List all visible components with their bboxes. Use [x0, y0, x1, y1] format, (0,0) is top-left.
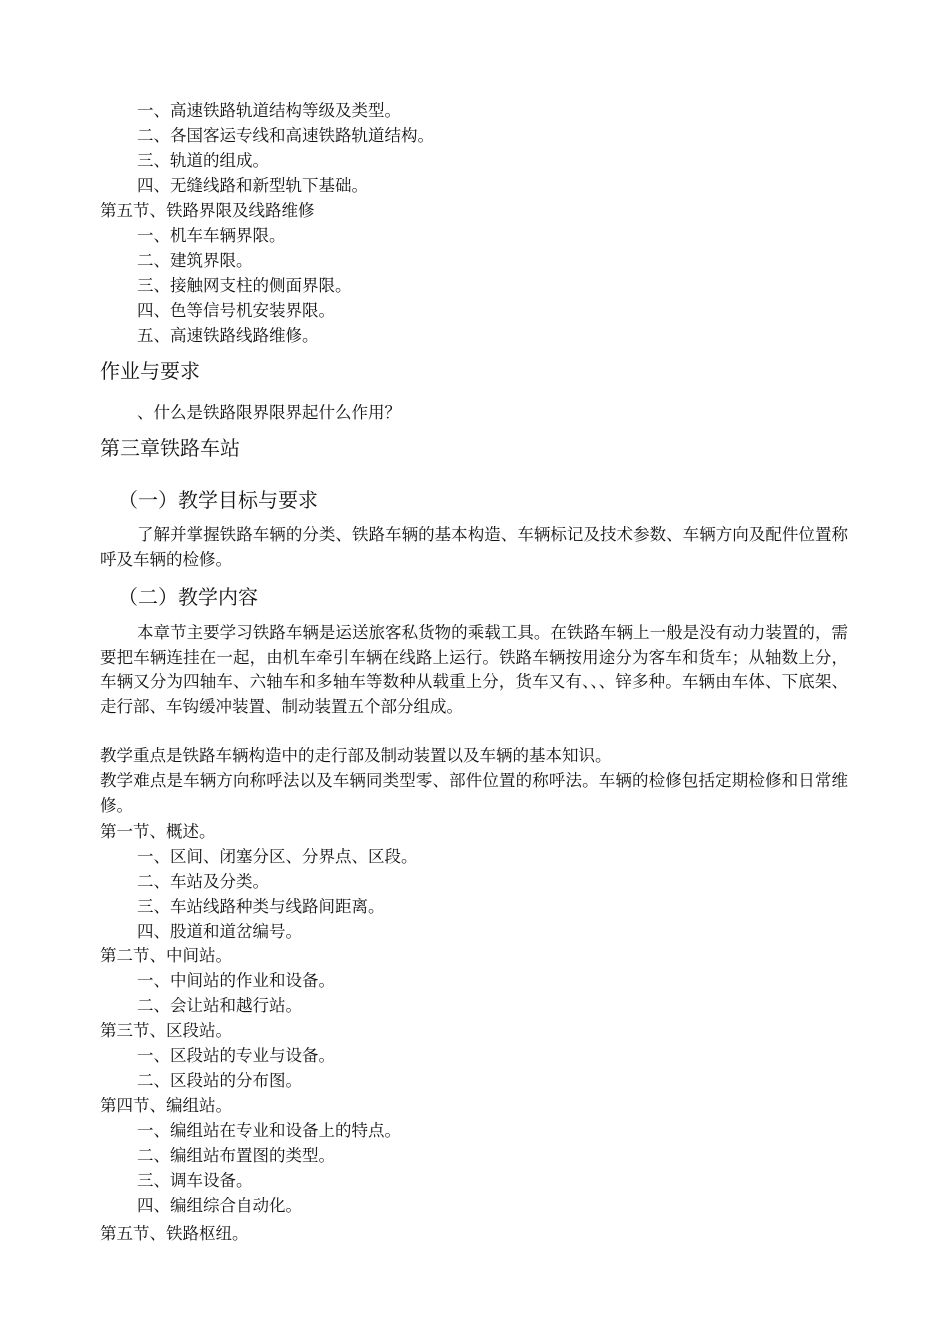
content-heading: （二）教学内容: [118, 585, 258, 609]
goals-paragraph: 了解并掌握铁路车辆的分类、铁路车辆的基本构造、车辆标记及技术参数、车辆方向及配件位置称呼及车辆的检修。: [100, 525, 848, 569]
section-heading: 第二节、中间站。: [100, 946, 232, 965]
list-item: 二、会让站和越行站。: [137, 996, 302, 1015]
list-item: 三、接触网支柱的侧面界限。: [137, 276, 352, 295]
list-item: 四、编组综合自动化。: [137, 1196, 302, 1215]
list-item: 二、编组站布置图的类型。: [137, 1146, 335, 1165]
list-item: 五、高速铁路线路维修。: [137, 326, 319, 345]
list-item: 三、调车设备。: [137, 1171, 253, 1190]
chapter-title: 第三章铁路车站: [100, 436, 240, 460]
homework-heading: 作业与要求: [100, 359, 200, 383]
list-item: 二、车站及分类。: [137, 872, 269, 891]
section-heading: 第四节、编组站。: [100, 1096, 232, 1115]
list-item: 三、轨道的组成。: [137, 151, 269, 170]
list-item: 二、各国客运专线和高速铁路轨道结构。: [137, 126, 434, 145]
section-heading: 第三节、区段站。: [100, 1021, 232, 1040]
list-item: 二、区段站的分布图。: [137, 1071, 302, 1090]
section-heading: 第五节、铁路枢纽。: [100, 1224, 249, 1243]
focus-paragraph: 教学重点是铁路车辆构造中的走行部及制动装置以及车辆的基本知识。: [100, 746, 612, 765]
homework-item: 、什么是铁路限界限界起什么作用？: [137, 403, 401, 422]
list-item: 四、无缝线路和新型轨下基础。: [137, 176, 368, 195]
list-item: 一、高速铁路轨道结构等级及类型。: [137, 101, 401, 120]
section-heading: 第五节、铁路界限及线路维修: [100, 201, 315, 220]
content-paragraph: 本章节主要学习铁路车辆是运送旅客私货物的乘载工具。在铁路车辆上一般是没有动力装置的，需要把车辆连挂在一起，由机车牵引车辆在线路上运行。铁路车辆按用途分为客车和货车；从轴数上分，车辆又分为四轴车、六轴车和多轴车等数种从载重上分，货车又有、、、锌多种。车辆由车体、下底架、走行部、车钩缓冲装置、制动装置五个部分组成。: [100, 623, 848, 716]
list-item: 一、编组站在专业和设备上的特点。: [137, 1121, 401, 1140]
list-item: 一、区间、闭塞分区、分界点、区段。: [137, 847, 418, 866]
list-item: 一、机车车辆界限。: [137, 226, 286, 245]
list-item: 三、车站线路种类与线路间距离。: [137, 897, 385, 916]
list-item: 二、建筑界限。: [137, 251, 253, 270]
list-item: 四、股道和道岔编号。: [137, 922, 302, 941]
list-item: 一、中间站的作业和设备。: [137, 971, 335, 990]
list-item: 四、色等信号机安装界限。: [137, 301, 335, 320]
goals-heading: （一）教学目标与要求: [118, 488, 318, 512]
list-item: 一、区段站的专业与设备。: [137, 1046, 335, 1065]
difficulty-paragraph: 教学难点是车辆方向称呼法以及车辆同类型零、部件位置的称呼法。车辆的检修包括定期检修和日常维修。: [100, 771, 848, 815]
section-heading: 第一节、概述。: [100, 822, 216, 841]
